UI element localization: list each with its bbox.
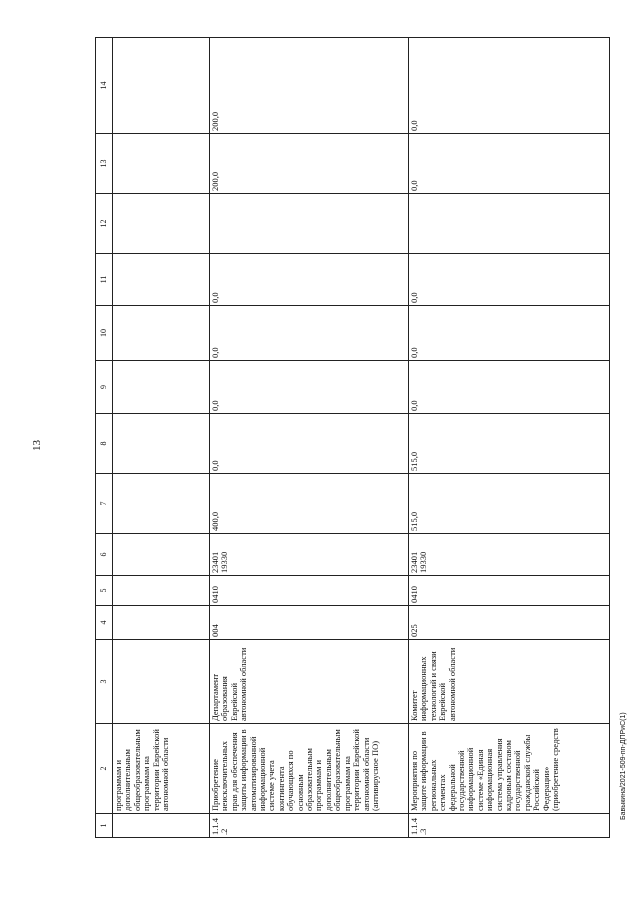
header-cell: 7	[96, 474, 113, 534]
header-cell: 8	[96, 414, 113, 474]
header-cell: 5	[96, 576, 113, 606]
header-cell: 14	[96, 38, 113, 134]
responsible-executor: Комитет информационных технологий и связи Еврейской автономной области	[409, 640, 610, 724]
cell-c7: 515,0	[409, 474, 610, 534]
budget-table	[95, 37, 610, 838]
budget-table-container	[95, 38, 610, 838]
cell-c10: 0,0	[210, 306, 409, 361]
cell-c9: 0,0	[409, 361, 610, 414]
item-number	[113, 814, 210, 838]
table-row	[409, 38, 610, 838]
table-row	[210, 38, 409, 838]
cell-c14: 200,0	[210, 38, 409, 134]
cell-c12	[409, 194, 610, 254]
cell-c5: 0410	[409, 576, 610, 606]
cell-c12	[210, 194, 409, 254]
cell-c11: 0,0	[210, 254, 409, 306]
header-cell: 10	[96, 306, 113, 361]
header-cell: 13	[96, 134, 113, 194]
item-number: 1.1.4.2	[210, 814, 409, 838]
header-cell: 1	[96, 814, 113, 838]
header-cell: 3	[96, 640, 113, 724]
item-description: программам и дополнительным общеобразовательным программам на территории Еврейской автономной области	[113, 724, 210, 814]
cell-c9	[113, 361, 210, 414]
cell-c14	[113, 38, 210, 134]
cell-c6: 23401 19330	[210, 534, 409, 576]
header-cell: 4	[96, 606, 113, 640]
cell-c10: 0,0	[409, 306, 610, 361]
item-description: Мероприятия по защите информации в региональных сегментах федеральной государственной информационной системе «Единая информационная система управления кадровым составом государственной гражданской службы Российской Федерации» (приобретение средств	[409, 724, 610, 814]
cell-c6: 23401 19330	[409, 534, 610, 576]
table-row	[113, 38, 210, 838]
cell-c6	[113, 534, 210, 576]
cell-c12	[113, 194, 210, 254]
page-number: 13	[31, 440, 43, 451]
cell-c10	[113, 306, 210, 361]
document-footer: Бавыкина/2021-509-пп-ДПРиС(1)	[620, 712, 627, 820]
header-cell: 9	[96, 361, 113, 414]
header-cell: 2	[96, 724, 113, 814]
responsible-executor: Департамент образования Еврейской автономной области	[210, 640, 409, 724]
cell-c11	[113, 254, 210, 306]
item-number: 1.1.4.3	[409, 814, 610, 838]
header-cell: 6	[96, 534, 113, 576]
cell-c9: 0,0	[210, 361, 409, 414]
cell-c5: 0410	[210, 576, 409, 606]
item-description: Приобретение неисключительных прав для обеспечения защиты информации в автоматизированной информационной системе учета контингента обучающихся по основным образовательным программам и дополнительным общеобразовательным программам на территории Еврейской автономной области (антивирусное ПО)	[210, 724, 409, 814]
cell-c13: 0,0	[409, 134, 610, 194]
cell-c5	[113, 576, 210, 606]
cell-c4: 025	[409, 606, 610, 640]
cell-c7: 400,0	[210, 474, 409, 534]
cell-c13	[113, 134, 210, 194]
header-cell: 11	[96, 254, 113, 306]
header-row	[96, 38, 113, 838]
cell-c11: 0,0	[409, 254, 610, 306]
cell-c8	[113, 414, 210, 474]
cell-c14: 0,0	[409, 38, 610, 134]
cell-c4: 004	[210, 606, 409, 640]
cell-c13: 200,0	[210, 134, 409, 194]
cell-c4	[113, 606, 210, 640]
cell-c7	[113, 474, 210, 534]
header-cell: 12	[96, 194, 113, 254]
cell-c8: 515,0	[409, 414, 610, 474]
responsible-executor	[113, 640, 210, 724]
cell-c8: 0,0	[210, 414, 409, 474]
